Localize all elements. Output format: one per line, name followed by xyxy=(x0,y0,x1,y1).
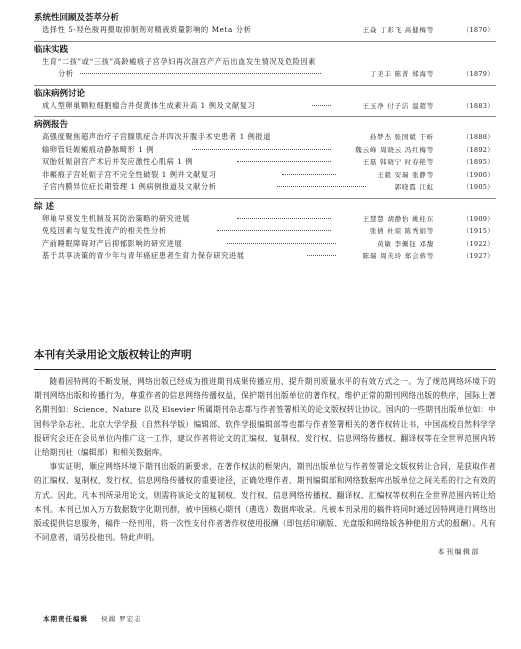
toc-entry-authors: 郭晓霞 江虹 xyxy=(394,183,434,191)
toc-entry[interactable] xyxy=(42,250,496,263)
leader-dots xyxy=(312,105,331,106)
toc-entry-title: 生育“二孩”或“三孩”高龄瘢痕子宫孕妇再次剖宫产产后出血发生情况及危险因素 xyxy=(42,56,317,66)
toc-entry-authors: 孙梦杰 张国斌 于昕 xyxy=(369,133,434,141)
toc-entry-page: （1892） xyxy=(462,145,494,154)
toc-entry[interactable] xyxy=(42,225,496,238)
leader-dots xyxy=(237,218,331,219)
toc-entry-authors: 王玉净 付子洁 温超等 xyxy=(362,101,434,110)
statement-paragraph: 随着因特网的不断发展，网络出版已经成为推进期刊成果传播应用、提升期刊质量水平的有效方式之一。为了规范网络环境下的期刊网络出版和传播行为，尊重作者的信息网络传播权益，保护期刊出版单位的著作权，维护正常的期刊网络出版的秩序，国际上著名期刊如：Science、Nature 以及 Elsevier 所属期刊杂志都与作者签署相关的论文版权转让协议。国内的一些期刊出版单位如：中国科学杂志社、北京大学学报（自然科学版）编辑部、软件学报编辑部等也都与作者签署相关的著作权转让书，中国高校自然科学学报研究会还在会员单位内推广这一工作，建议作者将论文的汇编权、复制权、发行权、信息网络传播权、翻译权等在全世界范围内转让给期刊社（编辑部）和相关数据库。 xyxy=(34,377,496,458)
toc-entry[interactable] xyxy=(42,213,496,226)
statement-paragraph: 事实证明，顺应网络环境下期刊出版的新要求，在著作权法的框架内，期刊出版单位与作者签署论文版权转让合同，是获取作者的汇编权、复制权、发行权、信息网络传播权的重要途径，正确处理作者、期刊编辑部和网络数据库出版单位之间关系的行之有效的方式。因此，凡本刊所录用论文，则需将该论文的复制权、发行权、信息网络传播权、翻译权、汇编权等权利在全世界范围内转让给本刊。本刊已加入万方数据数字化期刊群，被中国核心期刊（遴选）数据库收录。凡被本刊录用的稿件将同时通过因特网进行网络出版或提供信息服务，稿件一经刊用，将一次性支付作者著作权使用报酬（即包括印刷版、光盘版和网络版各种使用方式的报酬）。凡有不同意者，请另投他刊。特此声明。 xyxy=(34,462,496,543)
toc-entry-title: 双胎妊娠剖宫产术后并发应激性心肌病 1 例 xyxy=(42,157,194,166)
toc-entry-authors: 王焱 丁彩飞 高健梅等 xyxy=(362,26,434,34)
toc-entry-title: 卵巢早衰发生机制及其防治策略的研究进展 xyxy=(42,213,190,223)
leader-dots xyxy=(277,186,366,187)
toc-entry[interactable] xyxy=(42,56,496,69)
responsible-editor xyxy=(43,614,142,623)
toc-entry[interactable] xyxy=(42,181,496,194)
toc-entry-page: （1909） xyxy=(462,214,494,223)
section-divider xyxy=(34,198,496,199)
toc-entry-title: 成人型卵巢颗粒细胞瘤合并促黄体生成素升高 1 例及文献复习 xyxy=(42,100,256,110)
leader-dots xyxy=(192,149,331,150)
toc-entry[interactable] xyxy=(42,100,496,113)
toc-entry-page: （1888） xyxy=(462,133,494,141)
toc-entry-authors: 黄敏 李佩钰 邓馥 xyxy=(377,239,434,248)
toc-entry-page: （1905） xyxy=(462,183,494,191)
toc-entry-page: （1883） xyxy=(462,101,494,110)
toc-entry-page: （1915） xyxy=(462,227,494,235)
toc-entry-title: 高强度聚焦超声治疗子宫腺肌症合并四次开腹手术史患者 1 例报道 xyxy=(42,132,271,141)
toc-entry-title: 选择性 5-羟色胺再摄取抑制剂对精液质量影响的 Meta 分析 xyxy=(42,25,252,34)
toc-entry-title: 输卵管妊娠瘢痕动静脉畸形 1 例 xyxy=(42,144,155,154)
copyright-statement xyxy=(34,348,496,557)
toc-entry-authors: 王慧慧 胡静怡 姚桂东 xyxy=(362,214,434,223)
section-divider xyxy=(34,85,496,86)
toc-entry-title: 非瘢痕子宫妊娠子宫不完全性破裂 1 例并文献复习 xyxy=(42,169,217,179)
toc-entry-page: （1879） xyxy=(462,70,494,78)
toc-entry[interactable] xyxy=(42,144,496,157)
editor-label: 本期责任编辑 xyxy=(43,615,88,623)
toc-section-title: 系统性回顾及荟萃分析 xyxy=(34,13,120,23)
toc-entry[interactable] xyxy=(42,169,496,182)
toc-section-title: 临床实践 xyxy=(34,44,69,55)
toc-section-title: 临床病例讨论 xyxy=(34,88,86,99)
statement-signature: 本刊编辑部 xyxy=(437,548,480,557)
toc-entry-continuation[interactable] xyxy=(58,68,496,81)
leader-dots xyxy=(80,73,321,74)
toc-entry[interactable] xyxy=(42,24,496,37)
toc-entry-authors: 陈瑞 周芙玲 郑会蒋等 xyxy=(362,252,434,260)
leader-dots xyxy=(237,161,331,162)
toc-section-title: 病例报告 xyxy=(34,120,69,130)
toc-entry-page: （1895） xyxy=(462,158,494,166)
toc-entry-page: （1870） xyxy=(462,26,494,34)
leader-dots xyxy=(282,174,336,175)
toc-entry-authors: 丁美丰 陈菁 郑海等 xyxy=(369,70,434,78)
toc-entry-title: 分析 xyxy=(58,69,74,78)
toc-entry-authors: 张倩 杜琼 陈秀娟等 xyxy=(369,227,434,235)
toc-entry-page: （1900） xyxy=(462,170,494,179)
statement-title-rule xyxy=(34,369,496,370)
toc-entry[interactable] xyxy=(42,156,496,169)
toc-entry-title: 基于共享决策的青少年与青年癌症患者生育力保存研究进展 xyxy=(42,251,245,260)
toc-entry-title: 产前睡眠障碍对产后抑郁影响的研究进展 xyxy=(42,238,183,248)
toc-entry-authors: 王毅 安瑞 张静等 xyxy=(377,170,434,179)
toc-entry-authors: 魏云峰 周晓云 冯红梅等 xyxy=(355,145,434,154)
leader-dots xyxy=(307,255,336,256)
toc-entry[interactable] xyxy=(42,238,496,251)
leader-dots xyxy=(217,230,331,231)
table-of-contents xyxy=(34,13,496,263)
toc-entry-title: 子宫内膜异位症长期管理 1 例病例报道及文献分析 xyxy=(42,182,217,191)
toc-entry-authors: 王磊 韩晓宁 时春艳等 xyxy=(362,158,434,166)
toc-section-title: 综 述 xyxy=(34,201,54,212)
toc-entry-title: 免疫因素与复发性流产的相关性分析 xyxy=(42,226,167,235)
statement-title: 本刊有关录用论文版权转让的声明 xyxy=(34,349,192,361)
leader-dots xyxy=(227,243,336,244)
toc-entry[interactable] xyxy=(42,131,496,144)
section-divider xyxy=(34,116,496,117)
toc-entry-page: （1927） xyxy=(462,252,494,260)
editor-names: 侯蔺 罗宏志 xyxy=(101,615,142,623)
section-divider xyxy=(34,41,496,42)
toc-entry-page: （1922） xyxy=(462,239,494,248)
